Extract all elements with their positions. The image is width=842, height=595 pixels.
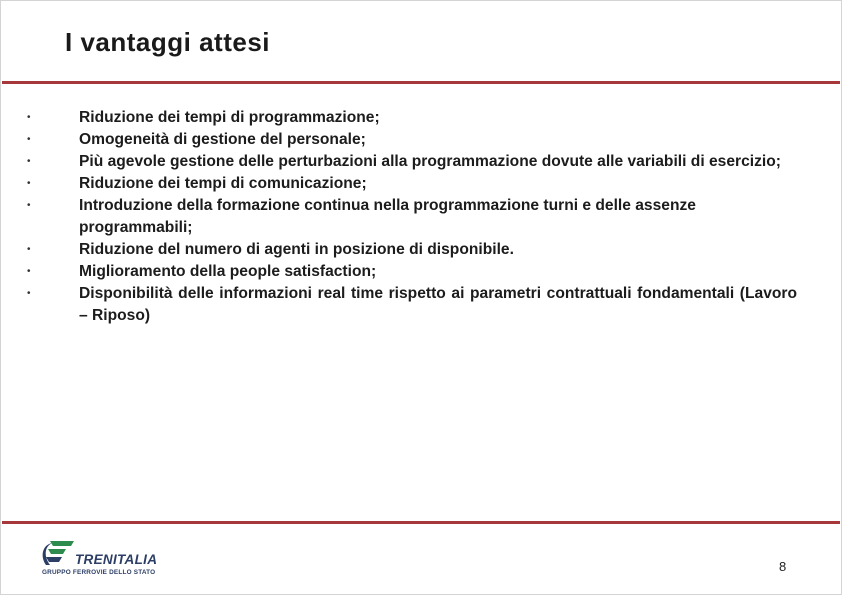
bullet-dot-icon: • [27, 178, 31, 189]
bullet-text: Riduzione dei tempi di comunicazione; [79, 175, 367, 192]
bullet-item [27, 129, 797, 151]
page-number: 8 [779, 559, 787, 574]
fs-logo-icon [40, 537, 76, 569]
bullet-dot-icon: • [27, 244, 31, 255]
bullet-text: Introduzione della formazione continua nella programmazione turni e delle assenze programmabili; [79, 197, 696, 236]
bullet-dot-icon: • [27, 200, 31, 211]
bullet-text: Più agevole gestione delle perturbazioni alla programmazione dovute alle variabili di esercizio; [79, 153, 781, 170]
bullet-dot-icon: • [27, 266, 31, 277]
bullet-item [27, 107, 797, 129]
bullet-text: Riduzione del numero di agenti in posizione di disponibile. [79, 241, 514, 258]
slide-title: I vantaggi attesi [65, 27, 270, 57]
bullet-dot-icon: • [27, 156, 31, 167]
bullet-item [27, 173, 797, 195]
bullet-item [27, 151, 797, 173]
bullet-item [27, 261, 797, 283]
bullet-text: Disponibilità delle informazioni real time rispetto ai parametri contrattuali fondamentali (Lavoro – Riposo) [79, 285, 797, 324]
title-divider [2, 81, 840, 84]
bullet-text: Miglioramento della people satisfaction; [79, 263, 377, 280]
bullet-list [27, 107, 797, 327]
bullet-item [27, 283, 797, 327]
logo-subtitle: GRUPPO FERROVIE DELLO STATO [42, 569, 156, 576]
bullet-dot-icon: • [27, 112, 31, 123]
bullet-item [27, 195, 797, 239]
footer-divider [2, 521, 840, 524]
bullet-item [27, 239, 797, 261]
trenitalia-logo [40, 537, 200, 581]
bullet-dot-icon: • [27, 288, 31, 299]
logo-wordmark: TRENITALIA [75, 552, 158, 567]
bullet-dot-icon: • [27, 134, 31, 145]
bullet-text: Omogeneità di gestione del personale; [79, 131, 366, 148]
bullet-text: Riduzione dei tempi di programmazione; [79, 109, 380, 126]
